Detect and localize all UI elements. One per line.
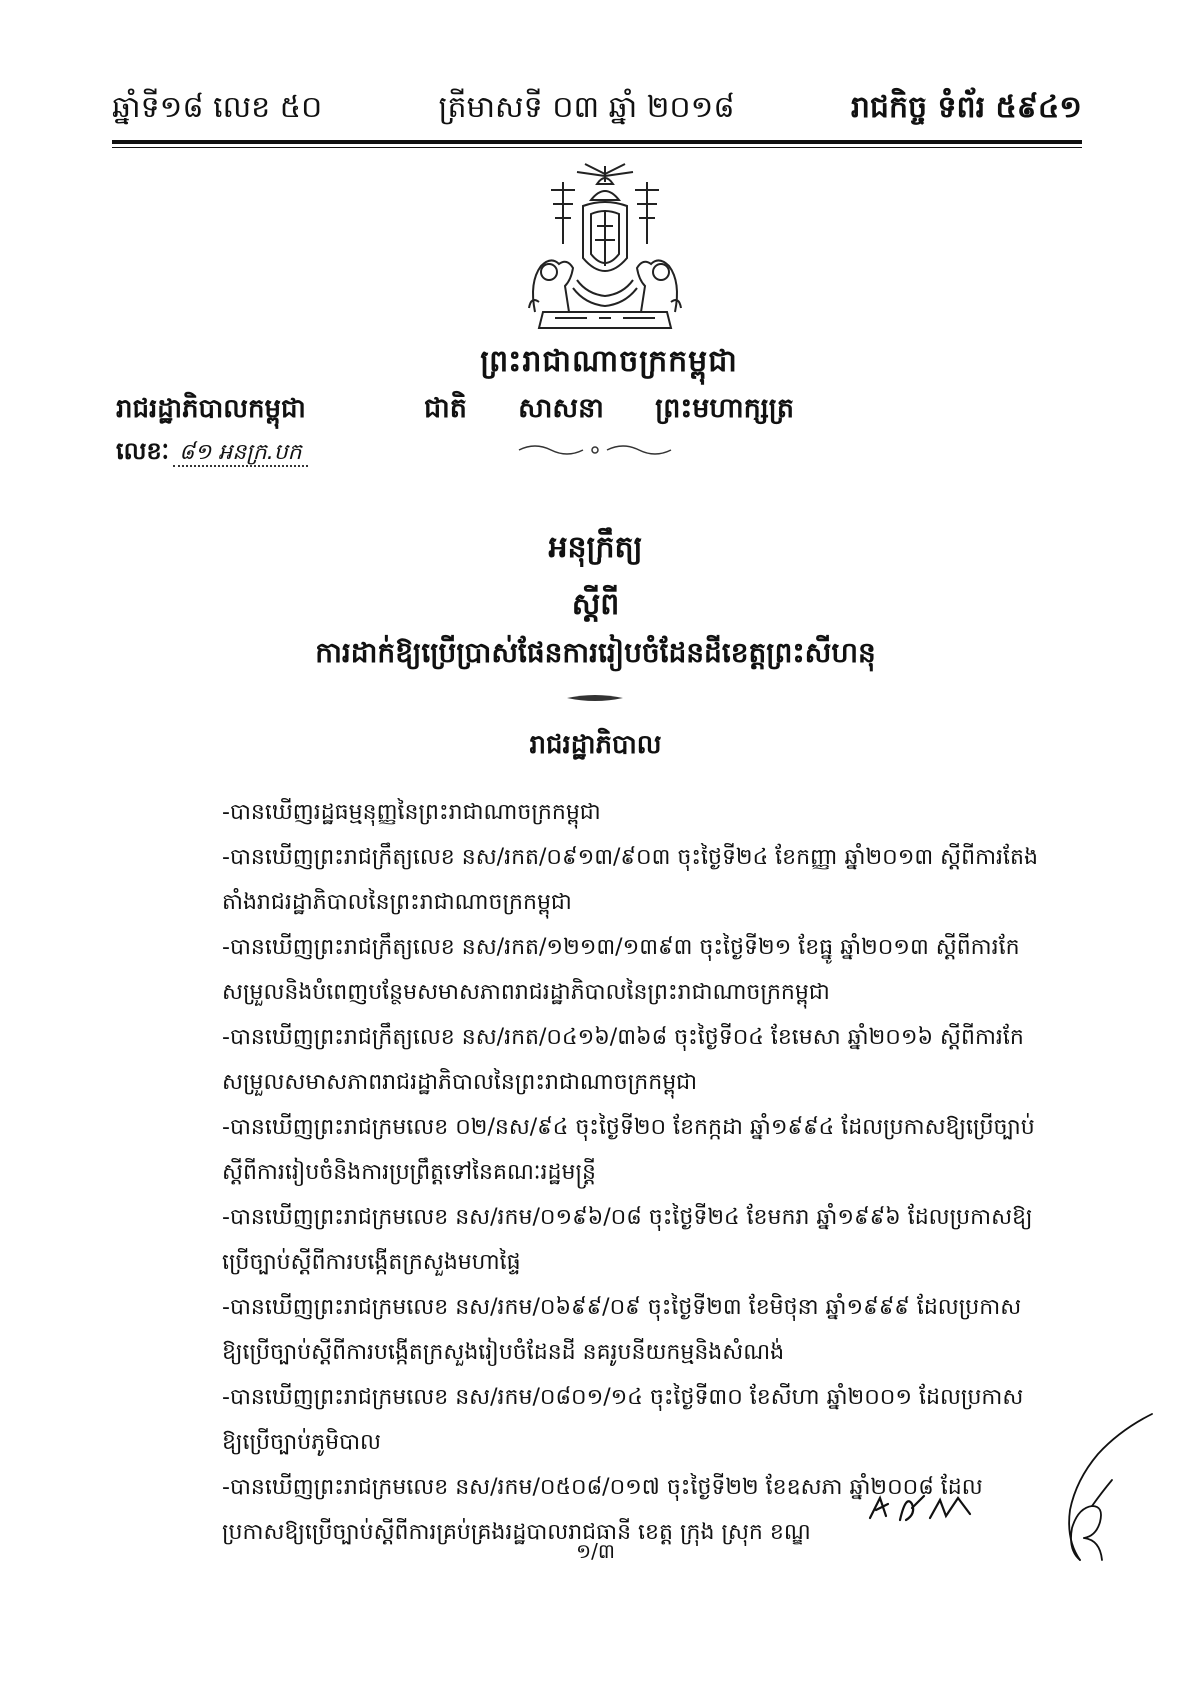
recital-item — [222, 1285, 1062, 1375]
recital-line: -បានឃើញព្រះរាជក្រមលេខ នស/រកម/០៦៩៩/០៩ ចុះថ្ងៃទី២៣ ខែមិថុនា ឆ្នាំ១៩៩៩ ដែលប្រកាស — [222, 1295, 1022, 1320]
gazette-page-number: រាជកិច្ច ទំព័រ ៥៩៤១ — [850, 90, 1082, 125]
kingdom-title: ព្រះរាជាណាចក្រកម្ពុជា — [480, 344, 738, 379]
recital-line: -បានឃើញព្រះរាជក្រមលេខ នស/រកម/០៨០១/១៤ ចុះថ្ងៃទី៣០ ខែសីហា ឆ្នាំ២០០១ ដែលប្រកាស — [222, 1385, 1024, 1410]
recital-item — [222, 790, 1062, 835]
recital-continuation: ស្តីពីការរៀបចំនិងការប្រព្រឹត្តទៅនៃគណៈរដ្ឋមន្ត្រី — [222, 1160, 596, 1185]
title-ornament-icon — [565, 690, 625, 706]
motto-king: ព្រះមហាក្សត្រ — [655, 393, 794, 424]
recital-continuation: សម្រួលនិងបំពេញបន្ថែមសមាសភាពរាជរដ្ឋាភិបាលនៃព្រះរាជាណាចក្រកម្ពុជា — [222, 980, 830, 1005]
recital-line: -បានឃើញព្រះរាជក្រឹត្យលេខ នស/រកត/១២១៣/១៣៩៣ ចុះថ្ងៃទី២១ ខែធ្នូ ឆ្នាំ២០១៣ ស្តីពីការកែ — [222, 935, 1020, 960]
gazette-year-issue: ឆ្នាំទី១៨ លេខ ៥០ — [112, 90, 323, 125]
recital-continuation: ប្រកាសឱ្យប្រើច្បាប់ស្តីពីការគ្រប់គ្រងរដ្ឋបាលរាជធានី ខេត្ត ក្រុង ស្រុក ខណ្ឌ — [222, 1520, 811, 1545]
page-number: ១/៣ — [576, 1539, 615, 1563]
reference-number-label: លេខៈ — [116, 436, 170, 465]
reference-number — [116, 436, 308, 471]
recitals-list — [222, 790, 1062, 1555]
recital-item — [222, 1375, 1062, 1465]
national-motto — [424, 392, 794, 431]
recital-line: -បានឃើញព្រះរាជក្រឹត្យលេខ នស/រកត/០៩១៣/៩០៣ ចុះថ្ងៃទី២៤ ខែកញ្ញា ឆ្នាំ២០១៣ ស្តីពីការតែង — [222, 845, 1038, 870]
header-rule-thin — [112, 147, 1082, 148]
recital-item — [222, 1195, 1062, 1285]
document-subject: ការដាក់ឱ្យប្រើប្រាស់ផែនការរៀបចំដែនដីខេត្តព្រះសីហនុ — [315, 636, 876, 669]
issuing-authority: រាជរដ្ឋាភិបាល — [529, 730, 662, 760]
recital-continuation: ប្រើច្បាប់ស្តីពីការបង្កើតក្រសួងមហាផ្ទៃ — [222, 1250, 521, 1275]
recital-line: -បានឃើញព្រះរាជក្រមលេខ នស/រកម/០១៩៦/០៨ ចុះថ្ងៃទី២៤ ខែមករា ឆ្នាំ១៩៩៦ ដែលប្រកាសឱ្យ — [222, 1205, 1033, 1230]
recital-continuation: ឱ្យប្រើច្បាប់ភូមិបាល — [222, 1430, 381, 1455]
recital-continuation: ឱ្យប្រើច្បាប់ស្តីពីការបង្កើតក្រសួងរៀបចំដែនដី នគរូបនីយកម្មនិងសំណង់ — [222, 1340, 785, 1365]
motto-nation: ជាតិ — [424, 393, 467, 424]
motto-religion: សាសនា — [518, 393, 604, 424]
gazette-header — [112, 88, 1082, 132]
gazette-quarter: ត្រីមាសទី ០៣ ឆ្នាំ ២០១៨ — [438, 90, 735, 125]
recital-item — [222, 1105, 1062, 1195]
royal-coat-of-arms-icon — [515, 162, 695, 337]
recital-line: -បានឃើញព្រះរាជក្រមលេខ ០២/នស/៩៤ ចុះថ្ងៃទី២០ ខែកក្កដា ឆ្នាំ១៩៩៤ ដែលប្រកាសឱ្យប្រើច្បាប់ — [222, 1115, 1035, 1140]
document-type: អនុក្រឹត្យ — [548, 530, 643, 565]
government-label: រាជរដ្ឋាភិបាលកម្ពុជា — [116, 394, 306, 424]
document-about: ស្តីពី — [571, 587, 620, 622]
recital-line: -បានឃើញរដ្ឋធម្មនុញ្ញនៃព្រះរាជាណាចក្រកម្ពុជា — [222, 800, 601, 825]
header-rule-thick — [112, 140, 1082, 144]
motto-ornament-icon — [515, 440, 675, 460]
recital-item — [222, 925, 1062, 1015]
handwritten-initials-icon — [866, 1490, 976, 1524]
recital-line: -បានឃើញព្រះរាជក្រឹត្យលេខ នស/រកត/០៤១៦/៣៦៨ ចុះថ្ងៃទី០៤ ខែមេសា ឆ្នាំ២០១៦ ស្តីពីការកែ — [222, 1025, 1024, 1050]
recital-line: -បានឃើញព្រះរាជក្រមលេខ នស/រកម/០៥០៨/០១៧ ចុះថ្ងៃទី២២ ខែឧសភា ឆ្នាំ២០០៨ ដែល — [222, 1475, 983, 1500]
recital-continuation: តាំងរាជរដ្ឋាភិបាលនៃព្រះរាជាណាចក្រកម្ពុជា — [222, 890, 572, 915]
recital-item — [222, 835, 1062, 925]
recital-continuation: សម្រួលសមាសភាពរាជរដ្ឋាភិបាលនៃព្រះរាជាណាចក្រកម្ពុជា — [222, 1070, 698, 1095]
recital-item — [222, 1015, 1062, 1105]
reference-number-value: ៨១ អនក្រ.បក — [173, 440, 308, 467]
